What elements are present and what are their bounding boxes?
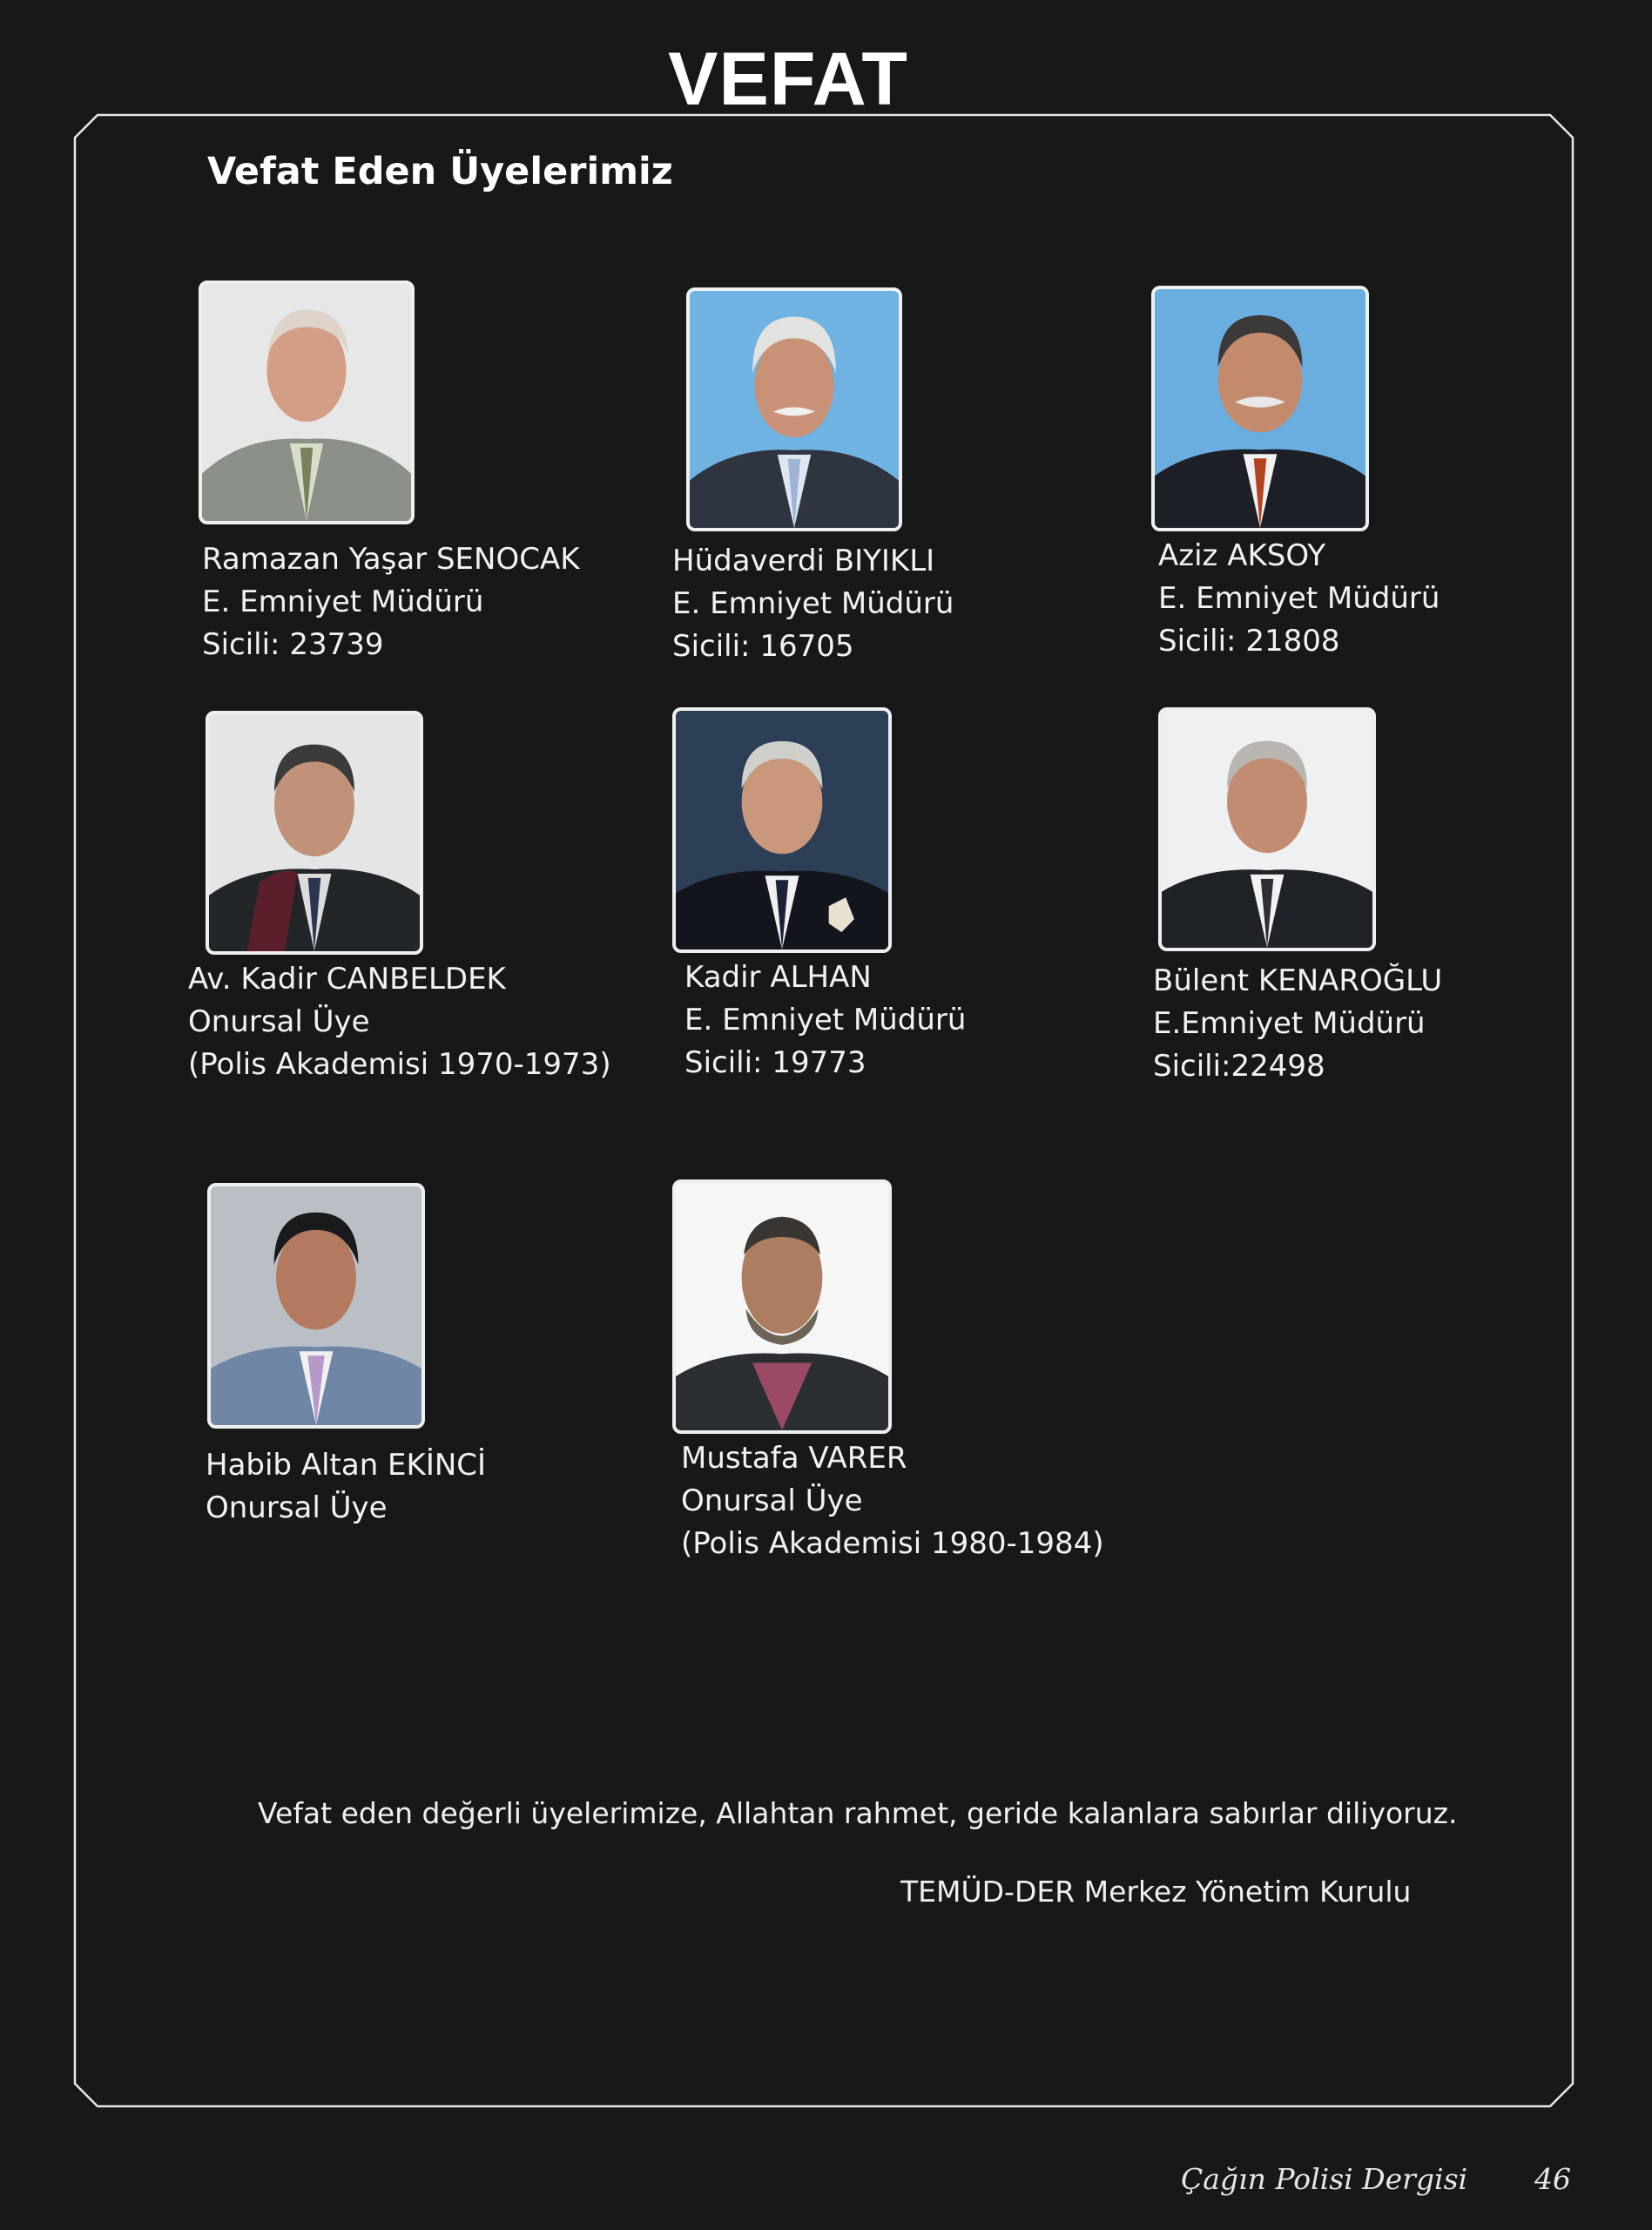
member-title: Onursal Üye [188, 1004, 370, 1039]
member-title: Onursal Üye [681, 1483, 863, 1518]
member-caption-8 [681, 1437, 1104, 1565]
portrait-image [209, 714, 420, 951]
member-registry: Sicili: 23739 [202, 627, 384, 662]
member-name: Mustafa VARER [681, 1441, 907, 1476]
member-photo-5 [672, 707, 892, 953]
portrait-image [1155, 289, 1365, 528]
member-title: E. Emniyet Müdürü [672, 586, 954, 621]
member-name: Av. Kadir CANBELDEK [188, 962, 506, 997]
member-photo-8 [672, 1179, 892, 1434]
member-photo-3 [1151, 286, 1369, 531]
portrait-image [676, 1183, 888, 1430]
member-photo-4 [206, 711, 423, 955]
member-photo-6 [1158, 707, 1376, 951]
member-registry: Sicili: 19773 [684, 1045, 866, 1080]
member-title: E. Emniyet Müdürü [1158, 581, 1440, 616]
member-caption-1 [202, 538, 580, 666]
portrait-image [676, 711, 888, 949]
member-registry: Sicili: 21808 [1158, 624, 1340, 659]
member-name: Aziz AKSOY [1158, 538, 1326, 573]
member-name: Kadir ALHAN [684, 960, 872, 995]
member-title: E.Emniyet Müdürü [1153, 1006, 1426, 1041]
member-registry: Sicili:22498 [1153, 1049, 1325, 1084]
member-academy: (Polis Akademisi 1980-1984) [681, 1526, 1104, 1561]
member-name: Bülent KENAROĞLU [1153, 963, 1443, 998]
member-photo-7 [207, 1183, 425, 1429]
member-title: E. Emniyet Müdürü [202, 585, 484, 619]
member-name: Ramazan Yaşar SENOCAK [202, 542, 580, 577]
magazine-name: Çağın Polisi Dergisi [1181, 2162, 1468, 2196]
member-academy: (Polis Akademisi 1970-1973) [188, 1047, 611, 1082]
member-name: Habib Altan EKİNCİ [206, 1448, 487, 1483]
member-caption-3 [1158, 535, 1440, 663]
member-caption-2 [672, 540, 954, 668]
portrait-image [211, 1186, 421, 1425]
member-title: E. Emniyet Müdürü [684, 1003, 967, 1037]
page-number: 46 [1534, 2162, 1571, 2196]
portrait-image [202, 284, 411, 521]
portrait-image [1162, 711, 1372, 948]
signature: TEMÜD-DER Merkez Yönetim Kurulu [900, 1875, 1412, 1909]
member-photo-1 [199, 280, 415, 524]
member-caption-4 [188, 958, 611, 1086]
member-caption-7 [206, 1444, 486, 1530]
member-title: Onursal Üye [206, 1490, 388, 1525]
member-name: Hüdaverdi BIYIKLI [672, 544, 935, 578]
condolence-message: Vefat eden değerli üyelerimize, Allahtan rahmet, geride kalanlara sabırlar diliyoruz. [258, 1796, 1458, 1830]
page-title: VEFAT [668, 37, 908, 121]
member-registry: Sicili: 16705 [672, 629, 854, 664]
member-caption-5 [684, 956, 966, 1085]
member-caption-6 [1153, 960, 1442, 1088]
section-heading: Vefat Eden Üyelerimiz [207, 150, 673, 193]
member-photo-2 [686, 287, 902, 531]
portrait-image [690, 291, 899, 528]
